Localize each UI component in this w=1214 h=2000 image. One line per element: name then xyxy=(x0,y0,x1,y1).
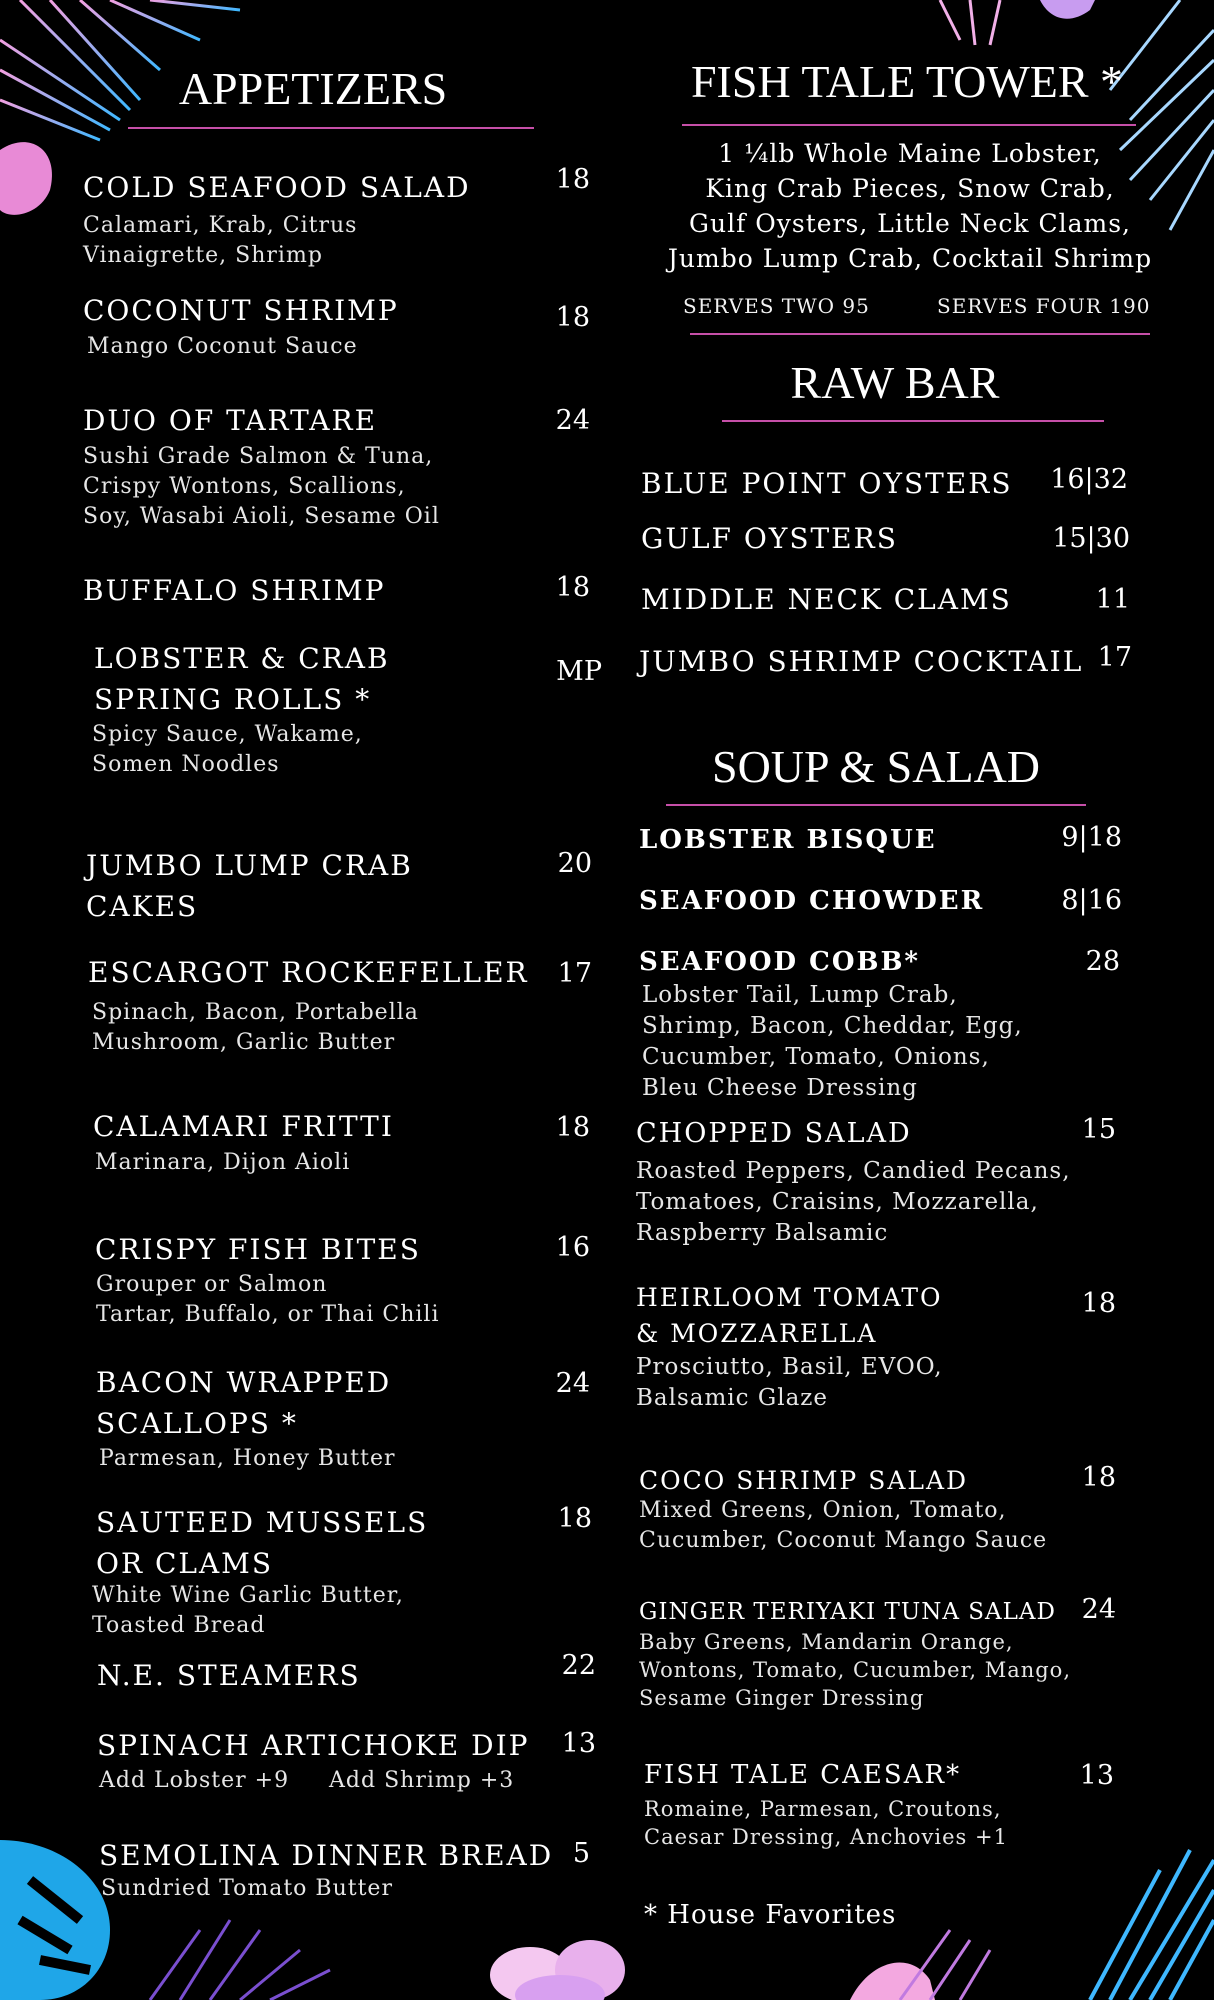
soup-salad-item-name: HEIRLOOM TOMATO & MOZZARELLA xyxy=(636,1283,943,1348)
appetizer-price: 18 xyxy=(555,164,590,195)
appetizer-price: 16 xyxy=(555,1232,590,1263)
soup-salad-item-price: 15 xyxy=(1081,1114,1116,1145)
appetizer-description: Add Lobster +9 Add Shrimp +3 xyxy=(99,1768,515,1793)
appetizer-description: Grouper or Salmon Tartar, Buffalo, or Thai Chili xyxy=(96,1272,440,1327)
soup-salad-item-price: 8|16 xyxy=(1061,885,1122,916)
raw-bar-underline xyxy=(722,420,1104,422)
appetizer-description: Spinach, Bacon, Portabella Mushroom, Garlic Butter xyxy=(92,1000,419,1055)
tower-bottom-rule xyxy=(690,333,1150,335)
appetizer-name: DUO OF TARTARE xyxy=(83,404,378,437)
soup-salad-item-name: COCO SHRIMP SALAD xyxy=(639,1466,969,1495)
house-favorites-footnote: * House Favorites xyxy=(644,1900,897,1930)
appetizer-name: CRISPY FISH BITES xyxy=(95,1233,421,1266)
raw-bar-item-price: 11 xyxy=(1095,584,1130,615)
appetizer-description: Spicy Sauce, Wakame, Somen Noodles xyxy=(92,722,363,777)
soup-salad-item-price: 9|18 xyxy=(1061,822,1122,853)
appetizers-underline xyxy=(128,127,534,129)
raw-bar-item-name: BLUE POINT OYSTERS xyxy=(641,467,1013,500)
raw-bar-title: RAW BAR xyxy=(790,357,1000,408)
appetizer-price: 24 xyxy=(555,405,590,436)
soup-salad-item-description: Romaine, Parmesan, Croutons, Caesar Dressing, Anchovies +1 xyxy=(644,1797,1008,1849)
soup-salad-item-name: CHOPPED SALAD xyxy=(636,1118,912,1149)
appetizer-description: Calamari, Krab, Citrus Vinaigrette, Shrimp xyxy=(83,213,358,268)
appetizer-description: Marinara, Dijon Aioli xyxy=(95,1150,351,1175)
appetizer-name: N.E. STEAMERS xyxy=(97,1659,361,1692)
soup-salad-item-description: Baby Greens, Mandarin Orange, Wontons, Tomato, Cucumber, Mango, Sesame Ginger Dressing xyxy=(639,1630,1071,1710)
appetizer-price: 5 xyxy=(572,1838,590,1869)
appetizer-price: 18 xyxy=(555,302,590,333)
appetizer-price: 18 xyxy=(555,1112,590,1143)
appetizer-description: Mango Coconut Sauce xyxy=(87,334,358,359)
appetizer-price: MP xyxy=(556,656,602,687)
appetizers-title: APPETIZERS xyxy=(178,63,448,114)
soup-salad-item-name: SEAFOOD CHOWDER xyxy=(639,886,985,916)
soup-salad-item-price: 18 xyxy=(1081,1288,1116,1319)
appetizer-name: LOBSTER & CRAB SPRING ROLLS * xyxy=(94,642,390,716)
soup-salad-item-price: 24 xyxy=(1081,1594,1116,1625)
flower-bottom-center-decoration xyxy=(470,1925,660,2000)
soup-salad-item-name: SEAFOOD COBB* xyxy=(639,947,921,977)
appetizer-price: 20 xyxy=(557,848,592,879)
appetizer-name: SAUTEED MUSSELS OR CLAMS xyxy=(96,1506,429,1580)
appetizer-name: SPINACH ARTICHOKE DIP xyxy=(97,1729,530,1762)
soup-salad-item-name: FISH TALE CAESAR* xyxy=(644,1760,962,1790)
appetizer-price: 18 xyxy=(555,572,590,603)
raw-bar-item-name: JUMBO SHRIMP COCKTAIL xyxy=(639,645,1084,678)
raw-bar-item-price: 17 xyxy=(1097,642,1132,673)
soup-salad-underline xyxy=(666,804,1086,806)
tower-description: 1 ¼lb Whole Maine Lobster, King Crab Pieces, Snow Crab, Gulf Oysters, Little Neck Clams, Jumbo Lump Crab, Cocktail Shrimp xyxy=(667,139,1153,273)
soup-salad-title: SOUP & SALAD xyxy=(711,741,1041,792)
appetizer-name: JUMBO LUMP CRAB CAKES xyxy=(86,849,413,923)
raw-bar-item-name: GULF OYSTERS xyxy=(641,522,898,555)
appetizer-name: BUFFALO SHRIMP xyxy=(83,574,386,607)
tower-underline xyxy=(682,124,1136,126)
appetizer-description: Parmesan, Honey Butter xyxy=(99,1446,396,1471)
appetizer-name: ESCARGOT ROCKEFELLER xyxy=(88,956,529,989)
appetizer-price: 24 xyxy=(555,1368,590,1399)
appetizer-name: SEMOLINA DINNER BREAD xyxy=(99,1839,554,1872)
appetizer-name: CALAMARI FRITTI xyxy=(93,1110,394,1143)
raw-bar-item-price: 16|32 xyxy=(1050,464,1128,495)
soup-salad-item-price: 13 xyxy=(1079,1760,1114,1791)
appetizer-name: COLD SEAFOOD SALAD xyxy=(83,171,471,204)
soup-salad-item-price: 28 xyxy=(1085,946,1120,977)
appetizer-price: 13 xyxy=(561,1728,596,1759)
appetizer-price: 18 xyxy=(557,1503,592,1534)
raw-bar-item-price: 15|30 xyxy=(1052,523,1130,554)
soup-salad-item-description: Roasted Peppers, Candied Pecans, Tomatoes, Craisins, Mozzarella, Raspberry Balsamic xyxy=(636,1158,1071,1246)
soup-salad-item-name: LOBSTER BISQUE xyxy=(639,825,937,855)
soup-salad-item-price: 18 xyxy=(1081,1462,1116,1493)
appetizer-description: White Wine Garlic Butter, Toasted Bread xyxy=(92,1583,404,1638)
fish-tale-tower-title: FISH TALE TOWER * xyxy=(690,56,1124,107)
tower-serves-four: SERVES FOUR 190 xyxy=(937,294,1151,318)
appetizer-price: 22 xyxy=(561,1650,596,1681)
soup-salad-item-name: GINGER TERIYAKI TUNA SALAD xyxy=(639,1599,1056,1625)
soup-salad-item-description: Mixed Greens, Onion, Tomato, Cucumber, Coconut Mango Sauce xyxy=(639,1498,1048,1553)
soup-salad-item-description: Prosciutto, Basil, EVOO, Balsamic Glaze xyxy=(636,1354,943,1411)
raw-bar-item-name: MIDDLE NECK CLAMS xyxy=(641,583,1012,616)
appetizer-description: Sundried Tomato Butter xyxy=(101,1876,393,1901)
appetizer-name: BACON WRAPPED SCALLOPS * xyxy=(96,1366,392,1440)
appetizer-name: COCONUT SHRIMP xyxy=(83,294,399,327)
tower-serves-two: SERVES TWO 95 xyxy=(683,294,870,318)
soup-salad-item-description: Lobster Tail, Lump Crab, Shrimp, Bacon, Cheddar, Egg, Cucumber, Tomato, Onions, Bleu Cheese Dressing xyxy=(642,982,1023,1101)
appetizer-description: Sushi Grade Salmon & Tuna, Crispy Wontons, Scallions, Soy, Wasabi Aioli, Sesame Oil xyxy=(83,444,440,529)
appetizer-price: 17 xyxy=(557,958,592,989)
